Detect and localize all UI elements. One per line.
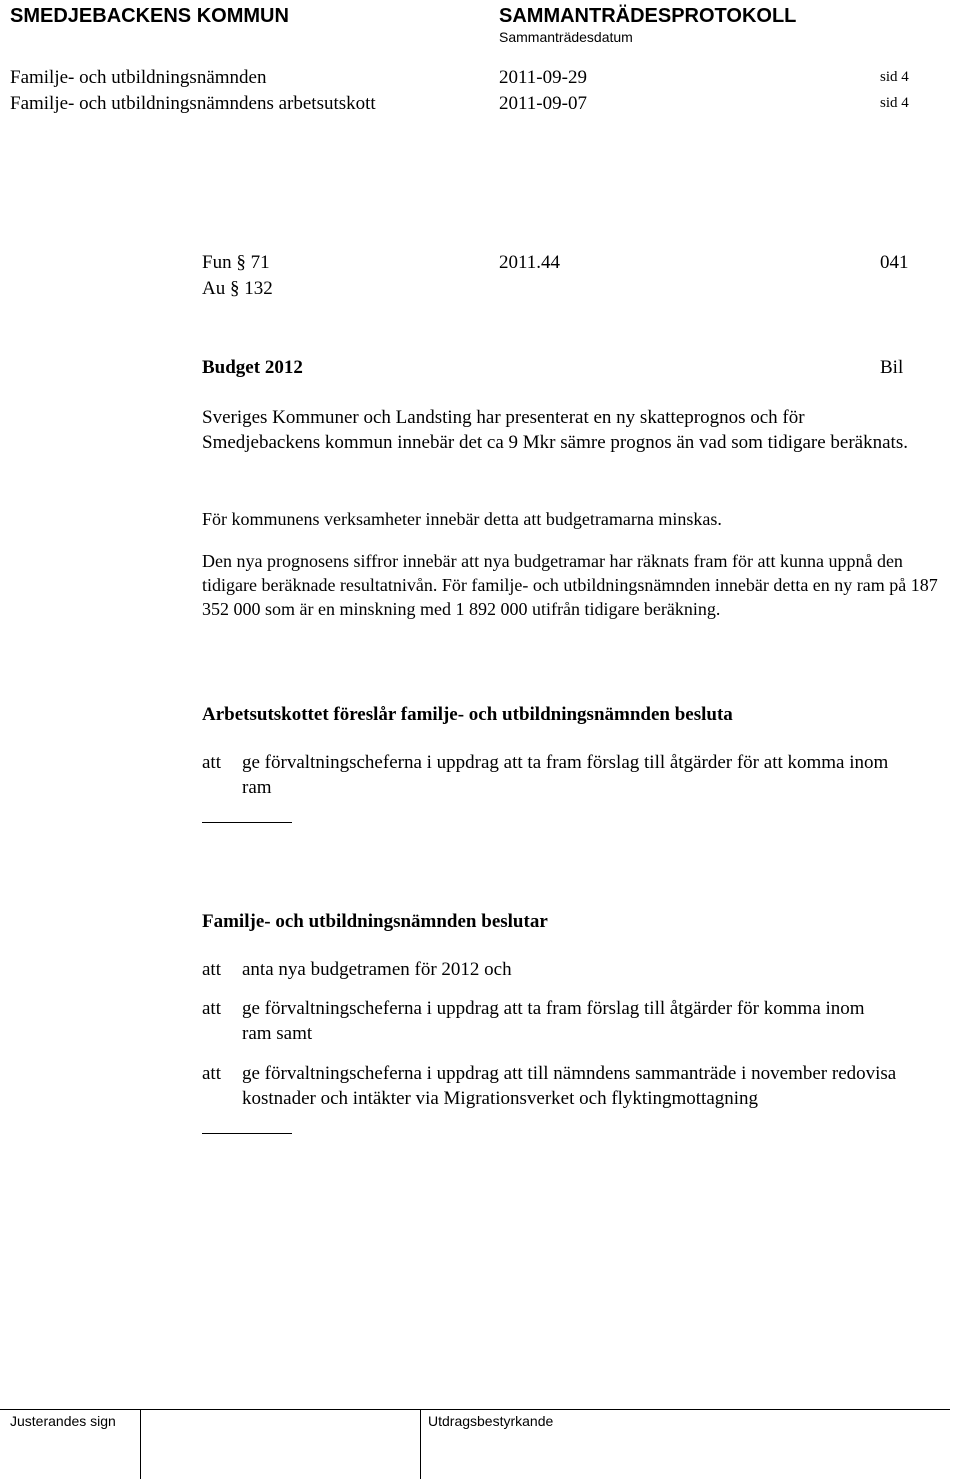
decision-item-text: ge förvaltningscheferna i uppdrag att till nämndens sammanträde i november redovisa kostnader och intäkter via Migrationsverket och flyktingmottagning: [242, 1063, 897, 1109]
footer-certification-label: Utdragsbestyrkande: [428, 1413, 554, 1429]
footer-separator-2: [420, 1409, 421, 1479]
meeting-date-1: 2011-09-29: [499, 67, 587, 88]
protocol-title: SAMMANTRÄDESPROTOKOLL: [499, 5, 797, 27]
page-number-1: sid 4: [880, 69, 909, 85]
footer-signature-label: Justerandes sign: [10, 1413, 116, 1429]
paragraph-forecast: Sveriges Kommuner och Landsting har presenterat en ny skatteprognos och för Smedjebackens kommun innebär det ca 9 Mkr sämre prognos än vad som tidigare beräknats.: [202, 407, 908, 453]
att-marker: att: [202, 998, 221, 1019]
page-number-2: sid 4: [880, 95, 909, 111]
decision-item-text: ge förvaltningscheferna i uppdrag att ta fram förslag till åtgärder för komma inom ram samt: [242, 998, 865, 1044]
decision-item: [202, 1061, 942, 1113]
paragraph-budget-frames: För kommunens verksamheter innebär detta att budgetramarna minskas.: [202, 509, 722, 529]
att-marker: att: [202, 959, 221, 980]
section-divider: [202, 822, 292, 823]
section-title: Budget 2012: [202, 357, 303, 378]
municipality-name: SMEDJEBACKENS KOMMUN: [10, 5, 289, 27]
proposal-item: [202, 750, 942, 802]
case-number: 2011.44: [499, 252, 561, 273]
body-name-2: Familje- och utbildningsnämndens arbetsutskott: [10, 93, 376, 114]
case-code: 041: [880, 252, 909, 273]
meeting-date-2: 2011-09-07: [499, 93, 587, 114]
decision-item: [202, 996, 942, 1048]
case-au-paragraph: Au § 132: [202, 278, 273, 299]
footer-separator-1: [140, 1409, 141, 1479]
paragraph-new-frame: Den nya prognosens siffror innebär att nya budgetramar har räknats fram för att kunna uppnå den tidigare beräknade resultatnivån. För familje- och utbildningsnämnden innebär detta en ny ram på 187 352 000 som är en minskning med 1 892 000 utifrån tidigare beräkning.: [202, 551, 938, 619]
att-marker: att: [202, 1063, 221, 1084]
decision-item: [202, 957, 942, 983]
section-divider: [202, 1133, 292, 1134]
attachment-label: Bil: [880, 357, 904, 378]
case-fun-paragraph: Fun § 71: [202, 252, 270, 273]
body-name-1: Familje- och utbildningsnämnden: [10, 67, 267, 88]
footer-top-line: [0, 1409, 950, 1410]
decision-item-text: anta nya budgetramen för 2012 och: [242, 959, 512, 980]
proposal-item-text: ge förvaltningscheferna i uppdrag att ta fram förslag till åtgärder för att komma inom ram: [242, 752, 889, 798]
meeting-date-label: Sammanträdesdatum: [499, 29, 633, 45]
decision-heading: Familje- och utbildningsnämnden beslutar: [202, 911, 548, 932]
att-marker: att: [202, 752, 221, 773]
proposal-heading: Arbetsutskottet föreslår familje- och utbildningsnämnden besluta: [202, 704, 733, 725]
